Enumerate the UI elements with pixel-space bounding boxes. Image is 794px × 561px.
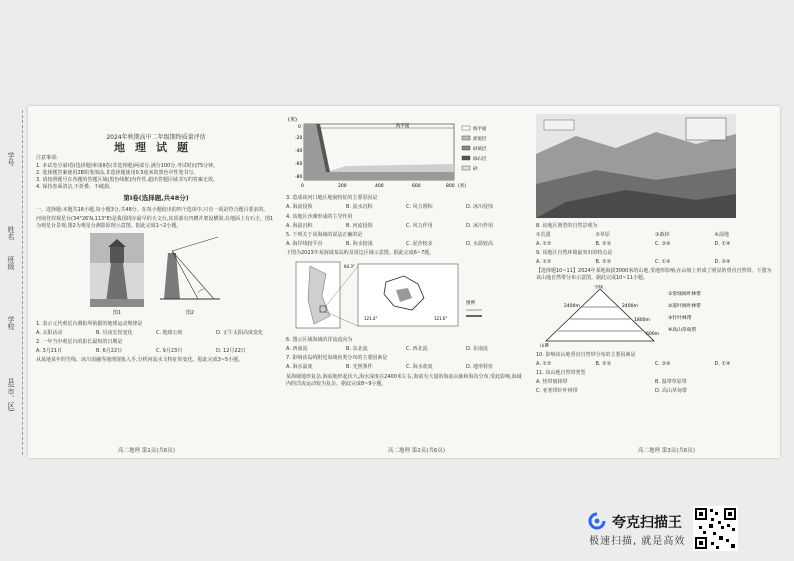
island-map	[286, 260, 516, 332]
option: D. 水温较高	[466, 241, 494, 248]
margin-label-id: 学号	[7, 152, 15, 166]
legend-item: 海平面	[473, 127, 487, 132]
option: B. 6月22日	[96, 348, 123, 355]
map-label: 121.6°	[434, 315, 448, 321]
figure-1	[90, 233, 144, 317]
scanner-brand-slogan: 极速扫描, 就是高效	[589, 536, 686, 547]
question-5-options	[286, 241, 526, 248]
exam-title: 2024年秋期高中二年级期终质量评估	[106, 134, 206, 141]
option: B. 光照条件	[346, 364, 373, 371]
option: A. 太阳活动	[36, 329, 63, 336]
exam-sheet	[28, 106, 780, 458]
legend-item: ②落叶阔叶林带	[668, 303, 702, 309]
map-label: 64.3°	[344, 263, 355, 269]
vegetation-zone-diagram	[536, 285, 756, 347]
notice-heading: 注意事项:	[36, 155, 58, 162]
option: D. 冰川侵蚀	[466, 204, 494, 211]
section-intro: 一、选择题:本题共16小题,每小题3分,共48分。在每小题给出的四个选项中,只有一项是符合题目要求的。	[36, 206, 269, 213]
question-6-options	[286, 346, 526, 353]
question-7-options	[286, 364, 526, 371]
statement: ②草原	[595, 232, 610, 239]
margin-label-class: 班级	[7, 256, 15, 270]
y-tick: -80	[295, 175, 303, 180]
legend	[462, 125, 487, 172]
question-2-options	[36, 348, 276, 355]
option: C. ③④	[655, 361, 671, 368]
option: D. ①④	[714, 361, 731, 368]
margin-label-name: 姓名	[7, 226, 15, 240]
passage: 【选择题10~11】2024年某地海拔3000米的山地,受地形影响,在山坡上形成了明显的垂直自然带。下图为该山地自然带分布示意图。据此完成10~11小题。	[536, 268, 772, 282]
notice-line: 4. 保持卷面清洁,不折叠、不破损。	[36, 184, 114, 191]
question-6: 6. 图示区域海域的洋流流向为	[286, 336, 353, 343]
map-label: 121.4°	[364, 315, 378, 321]
y-tick: -20	[295, 136, 303, 141]
page-2	[286, 114, 526, 390]
option: A. 海浪侵蚀	[286, 204, 313, 211]
option: A. 3月21日	[36, 348, 63, 355]
option: A. ①②	[536, 259, 552, 266]
elevation-label: 600m	[646, 331, 659, 337]
notice-line: 1. 本试卷分第Ⅰ卷(选择题)和第Ⅱ卷(非选择题)两部分,满分100分,考试时间75分钟。	[36, 162, 219, 169]
seabed-profile-chart	[286, 114, 516, 190]
option: D. 地形特征	[466, 364, 494, 371]
page-1-footer: 高二地理 第1页(共6页)	[118, 448, 176, 454]
option: C. 海水盐度	[406, 364, 433, 371]
margin-label-school: 学校	[7, 316, 15, 330]
option: C. 风力作用	[406, 222, 433, 229]
question-7: 7. 影响该岛屿附近海域鱼类分布的主要因素是	[286, 355, 388, 362]
question-2: 2. 一年当中观星台的影长最短的日期是	[36, 339, 123, 346]
mountain-triangle	[546, 289, 654, 341]
section-title: 第Ⅰ卷(选择题,共48分)	[123, 194, 189, 203]
question-11: 11. 该山地自然带类型	[536, 370, 586, 377]
figure-1-label: 图1	[112, 310, 122, 317]
option: C. 地球公转	[156, 329, 183, 336]
page-3	[536, 114, 774, 396]
statement: ④湿地	[714, 232, 729, 239]
option: B. ②③	[595, 361, 612, 368]
y-tick: -40	[295, 149, 303, 154]
zone-legend	[668, 290, 701, 333]
option: D. 12月22日	[216, 348, 246, 355]
binding-dashed-line	[22, 110, 23, 455]
x-tick: 800	[446, 184, 455, 189]
sea-level-label: 海平面	[396, 124, 410, 129]
snowline-label: 雪线	[594, 284, 603, 290]
x-tick: 600	[412, 184, 421, 189]
question-3: 3. 造成该河口地区地貌特征的主要原因是	[286, 195, 378, 202]
question-9-options	[536, 259, 774, 266]
option: D. 东南流	[466, 346, 489, 353]
option: C. 西北流	[406, 346, 428, 353]
scanner-logo-icon	[587, 512, 607, 530]
option: A. 海水温度	[286, 364, 313, 371]
option: C. 9月23日	[156, 348, 183, 355]
option: A. 海浪沉积	[286, 222, 313, 229]
option: D. 高山草甸带	[655, 387, 688, 394]
elevation-label: 1800m	[634, 317, 650, 323]
subject-title: 地理试题	[114, 141, 198, 155]
option: A. ①②	[536, 361, 552, 368]
chart-axis-label: (米)	[288, 117, 297, 123]
option: D. ③④	[714, 259, 731, 266]
legend-item: ③针叶林带	[668, 315, 692, 321]
elevation-label: 2400m	[622, 303, 638, 309]
figure-2-label: 图2	[185, 310, 195, 317]
option: C. ①④	[655, 259, 671, 266]
option: B. 东北流	[346, 346, 368, 353]
shadow-diagram	[158, 233, 222, 307]
foot-label: 山麓	[540, 343, 549, 347]
option: B. ②③	[595, 240, 612, 247]
page-2-footer: 高二地理 第2页(共6页)	[388, 448, 446, 454]
x-tick: 200	[338, 184, 347, 189]
landscape-photo	[536, 114, 736, 218]
option: A. 西南流	[286, 346, 308, 353]
option: C. ③④	[655, 240, 671, 247]
option: B. 温带草原带	[655, 379, 687, 386]
question-10-options	[536, 361, 774, 368]
option: B. 流水沉积	[346, 204, 373, 211]
figure-2	[158, 233, 222, 317]
notice-line: 3. 请按照题号在各题的答题区域(黑色线框)内作答,超出答题区域书写的答案无效。	[36, 177, 218, 184]
notice-line: 2. 选择题答案使用2B铅笔填涂,非选择题使用0.5毫米的黑色中性笔书写。	[36, 169, 199, 176]
legend-item: 砂	[473, 167, 478, 172]
elevation-label: 2400m	[564, 303, 580, 309]
passage: 河南登封观星台(34°26′N,113°E)是我国现存最早的天文台,其顶部有凹槽并架设横梁,在地面上有石圭。图1为观星台景观,图2为观星台测影原理示意图。据此完成1~2小题。	[36, 215, 274, 230]
question-8-options	[536, 241, 774, 248]
question-9: 9. 该地区自然环境最突出的特点是	[536, 249, 613, 256]
question-3-options	[286, 204, 526, 211]
option: D. 正午太阳高度变化	[216, 329, 264, 336]
question-11-options	[536, 379, 774, 386]
x-tick: 400	[375, 184, 384, 189]
question-8-statements	[536, 232, 774, 239]
option: C. 风力堆积	[406, 204, 433, 211]
option: C. 亚寒带针叶林带	[536, 387, 578, 394]
statement: ①荒漠	[536, 232, 551, 239]
figure-row	[36, 233, 276, 317]
passage: 从某地某年的雪线、冰川消融等地理现象入手,分析河流水文特征的变化。据此完成3~5小题。	[36, 357, 244, 364]
question-5: 5. 下列关于该海域的说法正确的是	[286, 232, 363, 239]
question-4: 4. 该地区沙滩形成的主导作用	[286, 213, 353, 220]
x-tick: 0	[301, 184, 304, 189]
x-unit: (米)	[458, 184, 467, 189]
question-8: 8. 该地区典型的自然景观为	[536, 223, 598, 230]
legend-item: 砂质层	[473, 147, 487, 152]
option: B. 河流侵蚀	[346, 222, 373, 229]
passage: 下图为2023年某海域某岛屿及周边区域示意图。据此完成6~7题。	[286, 250, 435, 257]
binding-margin	[0, 106, 28, 458]
option: D. 冰川作用	[466, 222, 494, 229]
question-1-options	[36, 330, 276, 337]
sediment-layer	[326, 164, 454, 172]
y-tick: -60	[295, 162, 303, 167]
legend-item: 淤泥层	[473, 137, 487, 142]
option: A. 热带雨林带	[536, 379, 568, 386]
question-10: 10. 影响该山地垂直自然带分布的主要因素是	[536, 351, 636, 358]
option: C. 泥沙较多	[406, 241, 433, 248]
option: A. ①②	[536, 240, 552, 247]
question-4-options	[286, 223, 526, 230]
option: B. ②③	[595, 259, 612, 266]
option: B. 海水较浅	[346, 241, 373, 248]
question-1: 1. 表示元代观星台测影所依据的地球运动规律是	[36, 320, 143, 327]
map-legend-title: 图例	[466, 300, 475, 306]
page-1	[36, 114, 276, 367]
passage: 某海域地形复杂,海底地形起伏大,海水深度在2400米左右,海底有大量的海底山脉和海沟分布,受此影响,海域内的洋流运动较为复杂。据此完成8~9小题。	[286, 373, 522, 387]
question-11-options-2	[536, 388, 774, 395]
qr-code-icon[interactable]	[693, 506, 738, 551]
scanner-brand-name: 夸克扫描王	[612, 515, 682, 531]
observatory-photo	[90, 233, 144, 307]
page-3-footer: 高二地理 第3页(共6页)	[638, 448, 696, 454]
y-tick: 0	[298, 125, 301, 130]
legend-item: ①常绿阔叶林带	[668, 291, 702, 297]
option: A. 海岸线较平直	[286, 241, 323, 248]
legend-item: 砾石层	[473, 157, 487, 162]
option: D. ①④	[714, 240, 731, 247]
option: B. 昼夜长短变化	[96, 329, 133, 336]
legend-item: ④高山草甸带	[668, 327, 697, 333]
margin-label-county: 县(市、区)	[7, 378, 15, 412]
statement: ③森林	[655, 232, 670, 239]
